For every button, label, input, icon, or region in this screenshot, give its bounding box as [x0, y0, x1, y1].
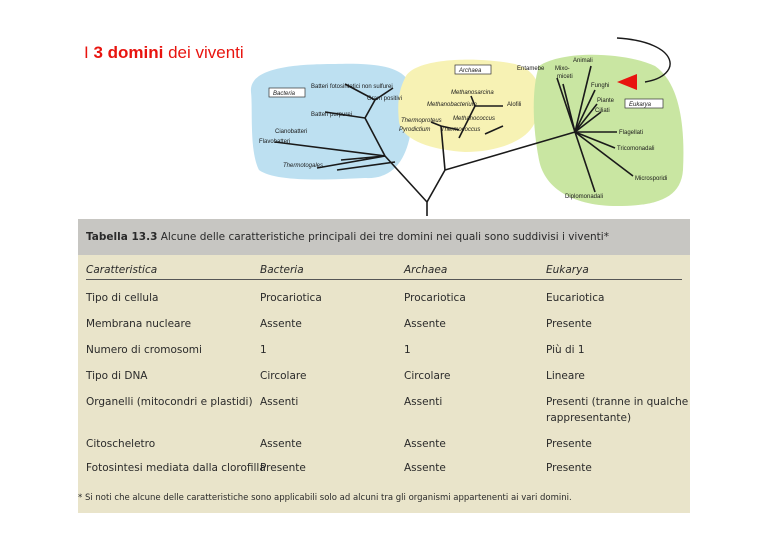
svg-text:Archaea: Archaea — [459, 68, 482, 74]
header-characteristic: Caratteristica — [86, 264, 158, 276]
svg-text:Eukarya: Eukarya — [629, 102, 652, 108]
svg-text:Piante: Piante — [597, 98, 615, 104]
svg-text:Tricomonadali: Tricomonadali — [617, 146, 655, 152]
svg-text:Batteri purpurei: Batteri purpurei — [311, 112, 353, 118]
table-cell: Circolare — [404, 370, 451, 382]
table-cell: Assente — [260, 318, 302, 330]
svg-text:Microsporidi: Microsporidi — [635, 176, 668, 182]
table-cell: Numero di cromosomi — [86, 344, 202, 356]
table-cell: Tipo di DNA — [86, 370, 148, 382]
table-cell: Procariotica — [260, 292, 322, 304]
table-cell: Assenti — [404, 396, 443, 408]
phylogenetic-tree — [245, 30, 685, 218]
svg-text:Mixo-: Mixo- — [555, 66, 570, 72]
table-cell: Tipo di cellula — [86, 292, 159, 304]
table-cell: Procariotica — [404, 292, 466, 304]
svg-text:Funghi: Funghi — [591, 83, 610, 89]
table-cell: rappresentante) — [546, 412, 632, 424]
svg-text:Animali: Animali — [573, 58, 593, 64]
svg-text:Thermoproteus: Thermoproteus — [401, 118, 442, 124]
table-cell: Fotosintesi mediata dalla clorofilla — [86, 462, 266, 474]
svg-text:Bacteria: Bacteria — [273, 91, 296, 97]
svg-text:Thermococcus: Thermococcus — [441, 127, 481, 133]
svg-text:miceti: miceti — [557, 74, 573, 80]
svg-text:Gram positivi: Gram positivi — [367, 96, 403, 102]
slide-title: I 3 domini dei viventi — [84, 43, 244, 62]
svg-text:Flavobatteri: Flavobatteri — [259, 139, 291, 145]
svg-text:Diplomonadali: Diplomonadali — [565, 194, 604, 200]
table-cell: Organelli (mitocondri e plastidi) — [86, 396, 253, 408]
table-cell: Assente — [260, 438, 302, 450]
table-cell: Lineare — [546, 370, 585, 382]
table-caption: Tabella 13.3 Alcune delle caratteristiche principali dei tre domini nei quali sono suddivisi i viventi* — [78, 219, 690, 255]
svg-text:Alofili: Alofili — [507, 102, 522, 108]
table-footnote: * Si noti che alcune delle caratteristiche sono applicabili solo ad alcuni tra gli organismi appartenenti ai vari domini. — [78, 493, 572, 503]
svg-text:Ciliati: Ciliati — [595, 108, 610, 114]
svg-text:Batteri fotosintetici non sulf: Batteri fotosintetici non sulfurei — [311, 84, 393, 90]
table-cell: Presente — [546, 438, 592, 450]
header-eukarya: Eukarya — [546, 264, 589, 276]
table-cell: 1 — [404, 344, 411, 356]
table-cell: Eucariotica — [546, 292, 605, 304]
svg-text:Entamebe: Entamebe — [517, 66, 545, 72]
table-cell: 1 — [260, 344, 267, 356]
table-cell: Presente — [546, 462, 592, 474]
svg-text:Methanococcus: Methanococcus — [453, 116, 496, 122]
table-cell: Più di 1 — [546, 344, 585, 356]
table-cell: Assente — [404, 318, 446, 330]
table-cell: Presente — [546, 318, 592, 330]
header-bacteria: Bacteria — [260, 264, 304, 276]
svg-text:Cianobatteri: Cianobatteri — [275, 129, 308, 135]
table-cell: Assente — [404, 438, 446, 450]
table-cell: Presente — [260, 462, 306, 474]
table-cell: Presenti (tranne in qualche — [546, 396, 689, 408]
svg-text:Flagellati: Flagellati — [619, 130, 644, 136]
header-archaea: Archaea — [404, 264, 448, 276]
svg-text:Methanosarcina: Methanosarcina — [451, 90, 494, 96]
svg-text:Methanobacterium: Methanobacterium — [427, 102, 477, 108]
table-cell: Assenti — [260, 396, 299, 408]
table-cell: Circolare — [260, 370, 307, 382]
svg-text:Thermotogales: Thermotogales — [283, 163, 324, 169]
table-cell: Membrana nucleare — [86, 318, 192, 330]
header-rule — [86, 279, 682, 280]
table-cell: Assente — [404, 462, 446, 474]
domains-table — [78, 219, 690, 513]
svg-text:Pyrodictium: Pyrodictium — [399, 127, 431, 133]
table-cell: Citoscheletro — [86, 438, 156, 450]
